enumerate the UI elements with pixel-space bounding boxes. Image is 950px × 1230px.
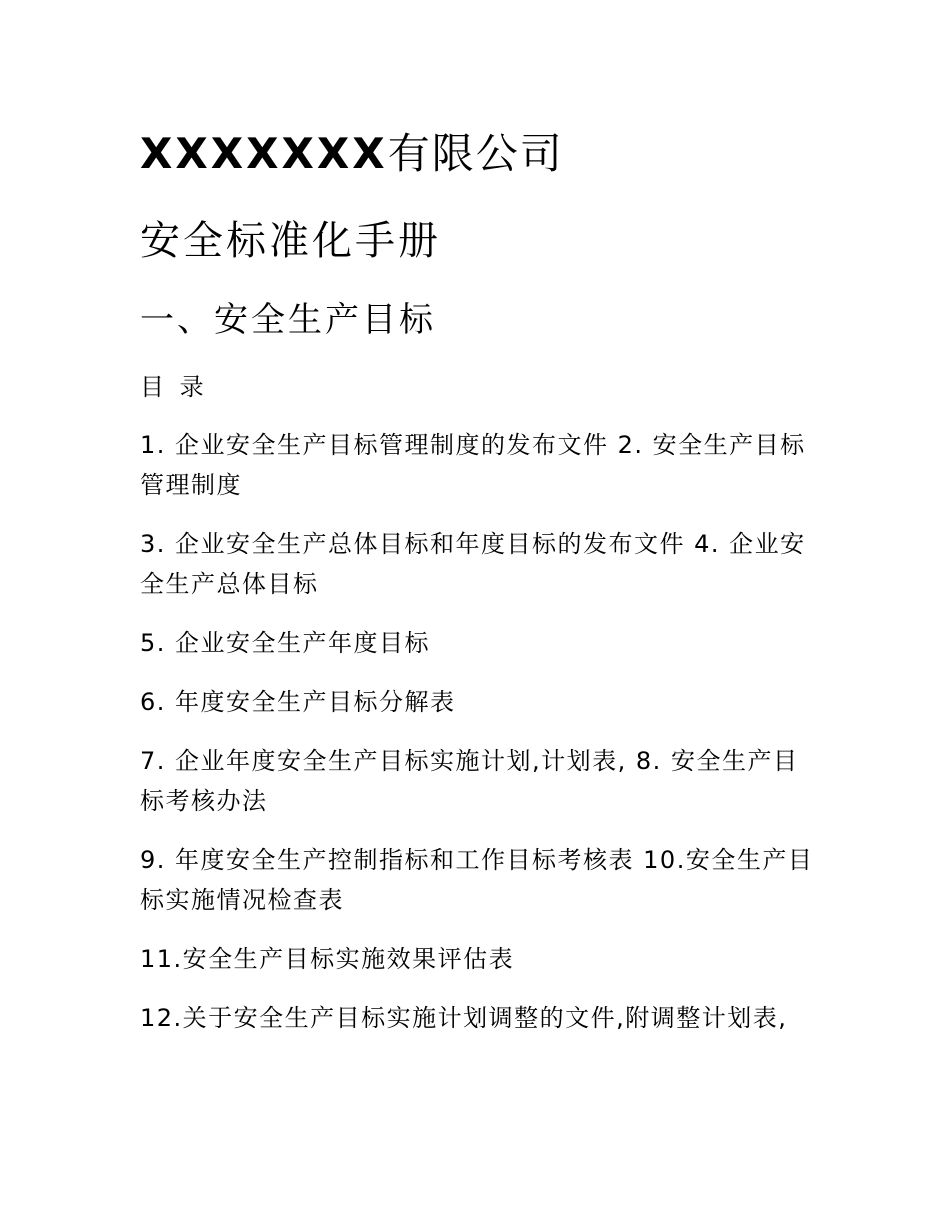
section-title: 一、安全生产目标 (140, 300, 436, 340)
toc-item: 6. 年度安全生产目标分解表 (140, 688, 456, 716)
company-name-prefix: XXXXXXX (140, 129, 388, 178)
table-of-contents (140, 425, 815, 1057)
manual-title: 安全标准化手册 (140, 218, 441, 264)
toc-item: 1. 企业安全生产目标管理制度的发布文件 2. 安全生产目标管理制度 (140, 431, 806, 499)
toc-item: 12.关于安全生产目标实施计划调整的文件,附调整计划表, (140, 1004, 788, 1032)
toc-item: 3. 企业安全生产总体目标和年度目标的发布文件 4. 企业安全生产总体目标 (140, 530, 806, 598)
toc-item: 11.安全生产目标实施效果评估表 (140, 945, 515, 973)
toc-item: 5. 企业安全生产年度目标 (140, 629, 431, 657)
company-name-suffix: 有限公司 (387, 129, 564, 178)
toc-item: 7. 企业年度安全生产目标实施计划,计划表, 8. 安全生产目标考核办法 (140, 747, 799, 815)
toc-heading: 目 录 (140, 373, 208, 401)
company-title (140, 128, 564, 180)
toc-item: 9. 年度安全生产控制指标和工作目标考核表 10.安全生产目标实施情况检查表 (140, 846, 814, 914)
